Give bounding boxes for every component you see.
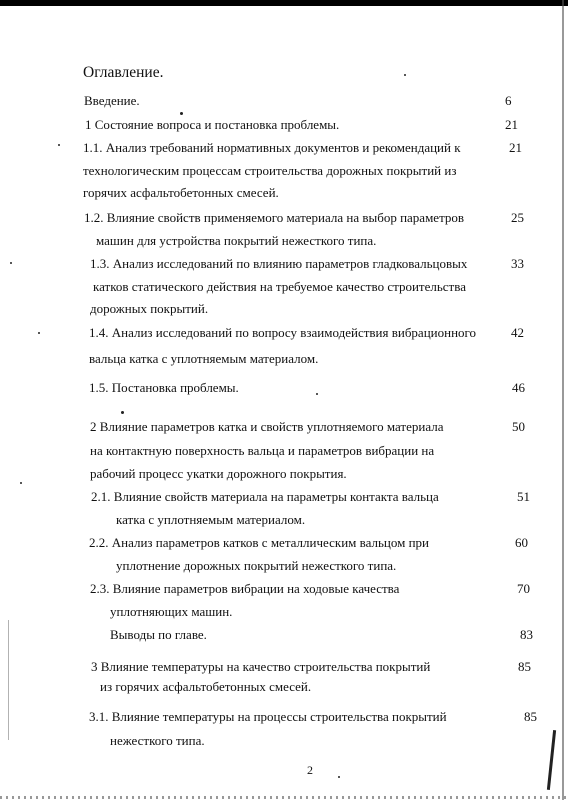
scan-speck — [20, 482, 22, 484]
toc-page-number: 70 — [517, 581, 530, 596]
toc-title: Оглавление. — [83, 64, 164, 81]
scan-speck — [38, 332, 40, 334]
toc-entry-text: 3 Влияние температуры на качество строительства покрытий — [91, 659, 431, 674]
scan-speck — [316, 393, 318, 395]
toc-page-number: 85 — [524, 709, 537, 724]
toc-entry-text: технологическим процессам строительства дорожных покрытий из — [83, 163, 457, 178]
toc-page-number: 42 — [511, 325, 524, 340]
toc-entry-text: 3.1. Влияние температуры на процессы строительства покрытий — [89, 709, 447, 724]
toc-entry-text: 2.1. Влияние свойств материала на параметры контакта вальца — [91, 489, 439, 504]
toc-entry-text: рабочий процесс укатки дорожного покрытия. — [90, 466, 347, 481]
scan-speck — [180, 112, 183, 115]
toc-entry-text: 2.2. Анализ параметров катков с металлическим вальцом при — [89, 535, 429, 550]
toc-entry-text: уплотняющих машин. — [110, 604, 233, 619]
toc-entry-text: катка с уплотняемым материалом. — [116, 512, 306, 527]
toc-entry-text: 1.2. Влияние свойств применяемого материала на выбор параметров — [84, 210, 465, 225]
toc-entry-text: Введение. — [84, 93, 140, 108]
scan-right-edge — [562, 0, 564, 800]
toc-page-number: 51 — [517, 489, 530, 504]
toc-entry-text: на контактную поверхность вальца и параметров вибрации на — [90, 443, 435, 458]
scan-speck — [121, 411, 124, 414]
toc-entry-text: 2.3. Влияние параметров вибрации на ходовые качества — [90, 581, 400, 596]
toc-page-number: 21 — [509, 140, 522, 155]
toc-entry-text: Выводы по главе. — [110, 627, 207, 642]
scan-speck — [404, 74, 406, 76]
toc-page-number: 50 — [512, 419, 525, 434]
scan-speck — [10, 262, 12, 264]
toc-page-number: 6 — [505, 93, 512, 108]
scan-top-border — [0, 0, 568, 6]
scan-speck — [338, 776, 340, 778]
toc-entry-text: нежесткого типа. — [110, 733, 205, 748]
toc-entry-text: катков статического действия на требуемое качество строительства — [93, 279, 466, 294]
scan-bottom-edge — [0, 796, 568, 799]
toc-entry-text: 2 Влияние параметров катка и свойств уплотняемого материала — [90, 419, 444, 434]
scan-speck — [58, 144, 60, 146]
toc-page-number: 85 — [518, 659, 531, 674]
toc-page-number: 25 — [511, 210, 524, 225]
toc-entry-text: 1.1. Анализ требований нормативных документов и рекомендаций к — [83, 140, 461, 155]
toc-entry-text: машин для устройства покрытий нежесткого типа. — [96, 233, 377, 248]
toc-entry-text: вальца катка с уплотняемым материалом. — [89, 351, 319, 366]
toc-entry-text: из горячих асфальтобетонных смесей. — [100, 679, 312, 694]
toc-entry-text: 1 Состояние вопроса и постановка проблемы. — [85, 117, 340, 132]
toc-page-number: 60 — [515, 535, 528, 550]
page-number: 2 — [307, 763, 313, 777]
scan-mark — [8, 620, 9, 740]
toc-entry-text: 1.3. Анализ исследований по влиянию параметров гладковальцовых — [90, 256, 468, 271]
toc-entry-text: горячих асфальтобетонных смесей. — [83, 185, 279, 200]
toc-entry-text: уплотнение дорожных покрытий нежесткого типа. — [116, 558, 397, 573]
toc-entry-text: дорожных покрытий. — [90, 301, 209, 316]
toc-entry-text: 1.4. Анализ исследований по вопросу взаимодействия вибрационного — [89, 325, 477, 340]
toc-page-number: 33 — [511, 256, 524, 271]
toc-entry-text: 1.5. Постановка проблемы. — [89, 380, 239, 395]
toc-page-number: 46 — [512, 380, 525, 395]
toc-page-number: 83 — [520, 627, 533, 642]
toc-page-number: 21 — [505, 117, 518, 132]
scan-mark — [547, 730, 556, 790]
